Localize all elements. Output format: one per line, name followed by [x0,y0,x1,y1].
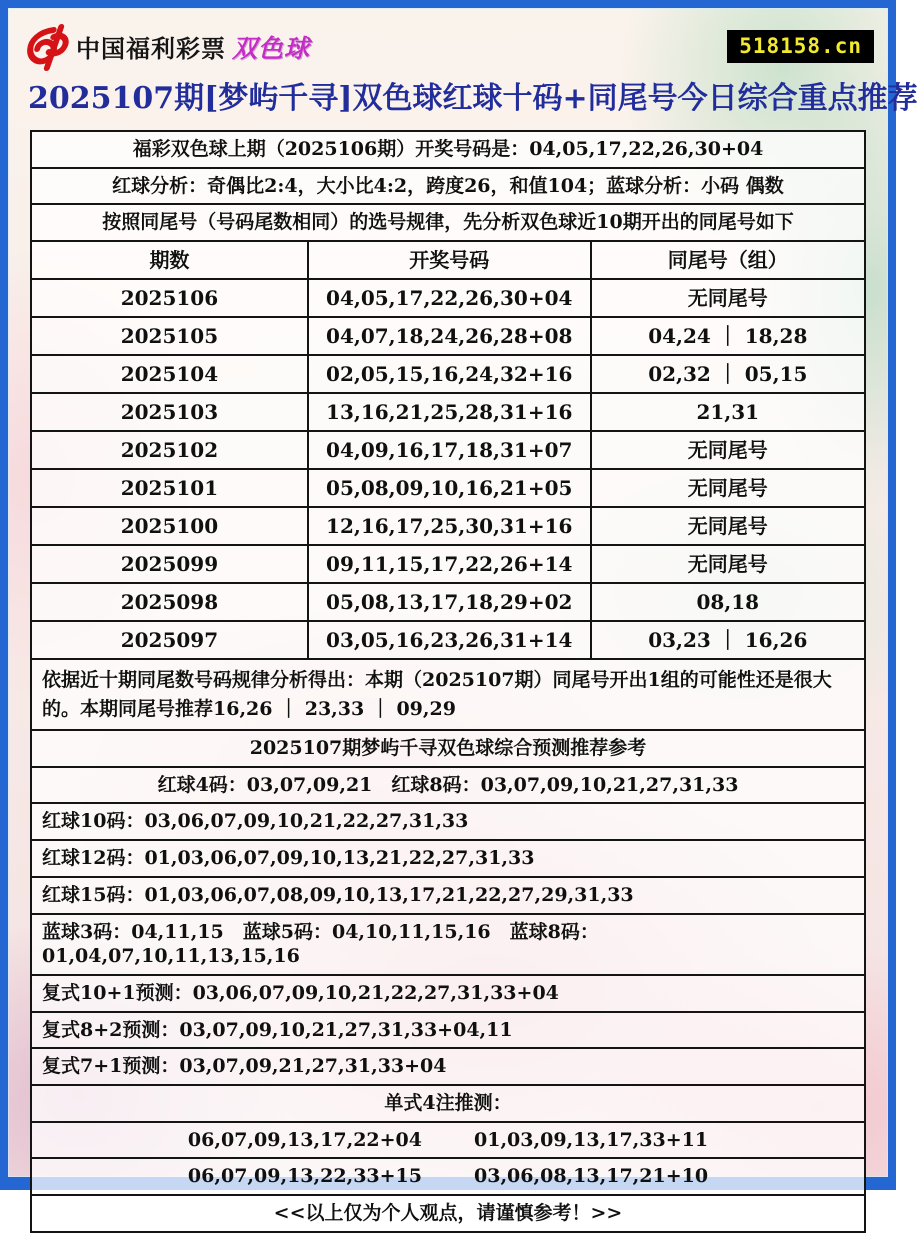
footer-disclaimer: <<以上仅为个人观点，请谨慎参考！>> [30,1194,866,1233]
prediction-row: 复式7+1预测：03,07,09,21,27,31,33+04 [30,1047,866,1086]
history-period-cell: 2025104 [31,355,308,393]
history-period-cell: 2025098 [31,583,308,621]
single-bet: 03,06,08,13,17,21+10 [474,1165,709,1188]
brand-product: 双色球 [232,33,311,63]
history-period-cell: 2025101 [31,469,308,507]
history-table [30,240,866,660]
section-header: 2025107期梦屿千寻双色球综合预测推荐参考 [30,729,866,768]
col-header-period: 期数 [31,241,308,279]
history-same-tail-cell: 无同尾号 [591,469,865,507]
history-same-tail-cell: 04,24 ｜ 18,28 [591,317,865,355]
history-period-cell: 2025102 [31,431,308,469]
history-row [31,545,865,583]
history-period-cell: 2025097 [31,621,308,659]
history-row [31,583,865,621]
site-domain-badge[interactable]: 518158.cn [727,30,874,63]
history-same-tail-cell: 无同尾号 [591,431,865,469]
history-same-tail-cell: 08,18 [591,583,865,621]
history-table-body [31,279,865,659]
history-same-tail-cell: 无同尾号 [591,279,865,317]
history-row [31,431,865,469]
history-same-tail-cell: 无同尾号 [591,507,865,545]
brand-logo[interactable] [20,22,310,72]
history-numbers-cell: 05,08,09,10,16,21+05 [308,469,591,507]
prediction-row: 复式8+2预测：03,07,09,10,21,27,31,33+04,11 [30,1011,866,1050]
rule-intro-info: 按照同尾号（号码尾数相同）的选号规律，先分析双色球近10期开出的同尾号如下 [30,203,866,242]
history-period-cell: 2025099 [31,545,308,583]
history-same-tail-cell: 03,23 ｜ 16,26 [591,621,865,659]
history-same-tail-cell: 21,31 [591,393,865,431]
history-numbers-cell: 04,05,17,22,26,30+04 [308,279,591,317]
history-same-tail-cell: 02,32 ｜ 05,15 [591,355,865,393]
site-header [8,8,888,72]
history-period-cell: 2025105 [31,317,308,355]
last-draw-info: 福彩双色球上期（2025106期）开奖号码是：04,05,17,22,26,30+04 [30,130,866,169]
prediction-row: 蓝球3码：04,11,15 蓝球5码：04,10,11,15,16 蓝球8码：01,04,07,10,11,13,15,16 [30,913,866,976]
single-bet-row [30,1157,866,1196]
prediction-rows [30,766,866,1086]
brand-name: 中国福利彩票 [76,34,226,63]
history-numbers-cell: 04,07,18,24,26,28+08 [308,317,591,355]
page-title: 2025107期[梦屿千寻]双色球红球十码+同尾号今日综合重点推荐 [28,81,918,116]
analysis-text: 依据近十期同尾数号码规律分析得出：本期（2025107期）同尾号开出1组的可能性还是很大的。本期同尾号推荐16,26 ｜ 23,33 ｜ 09,29 [30,658,866,731]
history-numbers-cell: 12,16,17,25,30,31+16 [308,507,591,545]
history-row [31,317,865,355]
single-bet: 06,07,09,13,22,33+15 [187,1165,422,1188]
history-same-tail-cell: 无同尾号 [591,545,865,583]
single-bet-row [30,1121,866,1160]
history-numbers-cell: 05,08,13,17,18,29+02 [308,583,591,621]
history-numbers-cell: 02,05,15,16,24,32+16 [308,355,591,393]
single-bet-rows [30,1121,866,1196]
history-period-cell: 2025106 [31,279,308,317]
history-row [31,279,865,317]
ball-analysis-info: 红球分析：奇偶比2:4，大小比4:2，跨度26，和值104；蓝球分析：小码 偶数 [30,167,866,206]
history-numbers-cell: 09,11,15,17,22,26+14 [308,545,591,583]
history-numbers-cell: 13,16,21,25,28,31+16 [308,393,591,431]
cwl-logo-icon [20,22,70,72]
content-sheet [30,130,866,1233]
history-numbers-cell: 04,09,16,17,18,31+07 [308,431,591,469]
history-row [31,355,865,393]
history-header-row [31,241,865,279]
single-bet: 01,03,09,13,17,33+11 [474,1128,709,1151]
history-row [31,507,865,545]
history-numbers-cell: 03,05,16,23,26,31+14 [308,621,591,659]
col-header-same-tail: 同尾号（组） [591,241,865,279]
col-header-numbers: 开奖号码 [308,241,591,279]
single-bet: 06,07,09,13,17,22+04 [187,1128,422,1151]
prediction-row: 红球12码：01,03,06,07,09,10,13,21,22,27,31,33 [30,839,866,878]
history-row [31,393,865,431]
prediction-row: 红球4码：03,07,09,21 红球8码：03,07,09,10,21,27,31,33 [30,766,866,805]
prediction-row: 复式10+1预测：03,06,07,09,10,21,22,27,31,33+04 [30,974,866,1013]
prediction-row: 红球15码：01,03,06,07,08,09,10,13,17,21,22,27,29,31,33 [30,876,866,915]
singles-header: 单式4注推测： [30,1084,866,1123]
history-period-cell: 2025100 [31,507,308,545]
history-period-cell: 2025103 [31,393,308,431]
history-row [31,469,865,507]
prediction-row: 红球10码：03,06,07,09,10,21,22,27,31,33 [30,802,866,841]
history-row [31,621,865,659]
